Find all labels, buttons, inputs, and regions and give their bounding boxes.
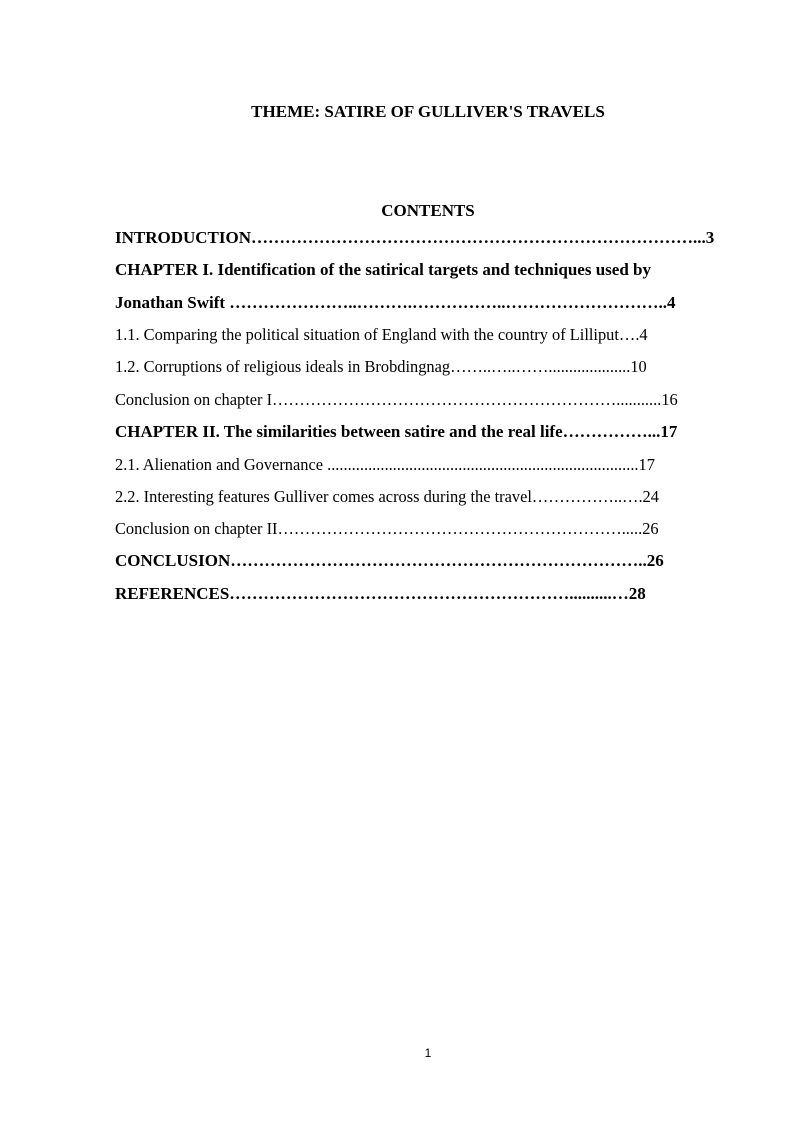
toc-entry-section-1-2: 1.2. Corruptions of religious ideals in Brobdingnag……..…..……....................10	[115, 357, 647, 376]
page-number: 1	[424, 1046, 432, 1060]
toc-entry-conclusion-chapter-1: Conclusion on chapter I………………………………………………………...........16	[115, 390, 678, 409]
toc-entry-section-2-1: 2.1. Alienation and Governance ............................................................................17	[115, 455, 655, 474]
toc-entry-references: REFERENCES……………………………………………………..........…28	[115, 584, 646, 603]
toc-entry-section-1-1: 1.1. Comparing the political situation of England with the country of Lilliput….4	[115, 325, 648, 344]
toc-entry-chapter-1-continued: Jonathan Swift …………………..……….……………..………………………..4	[115, 293, 676, 312]
toc-entry-introduction: INTRODUCTION……………………………………………………………………...3	[115, 228, 715, 247]
toc-entry-section-2-2: 2.2. Interesting features Gulliver comes across during the travel……………..….24	[115, 487, 659, 506]
toc-entry-chapter-1: CHAPTER I. Identification of the satirical targets and techniques used by	[115, 260, 651, 279]
toc-entry-conclusion-chapter-2: Conclusion on chapter II……………………………………………………….....26	[115, 519, 659, 538]
document-title: THEME: SATIRE OF GULLIVER'S TRAVELS	[251, 102, 605, 121]
toc-entry-conclusion: CONCLUSION………………………………………………………………..26	[115, 551, 664, 570]
contents-heading: CONTENTS	[381, 201, 475, 220]
toc-entry-chapter-2: CHAPTER II. The similarities between satire and the real life……………...17	[115, 422, 678, 441]
